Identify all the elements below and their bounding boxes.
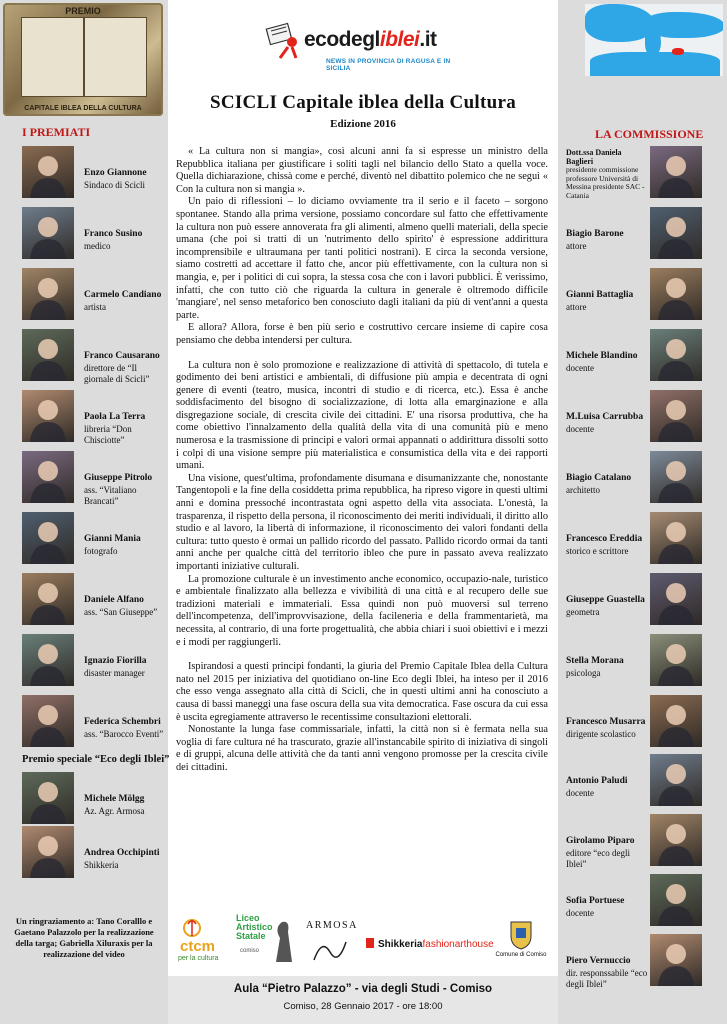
- person-role: Sindaco di Scicli: [84, 180, 145, 190]
- person-name: Gianni Battaglia: [566, 290, 634, 300]
- person-role: direttore de “Il giornale di Scicli”: [84, 363, 150, 384]
- portrait-photo: [650, 207, 702, 259]
- portrait-photo: [22, 695, 74, 747]
- person-entry: [564, 329, 724, 385]
- person-entry: [22, 207, 167, 263]
- portrait-photo: [22, 512, 74, 564]
- person-name: Gianni Mania: [84, 534, 141, 544]
- person-role: ass. “San Giuseppe”: [84, 607, 158, 617]
- portrait-photo: [650, 268, 702, 320]
- eco-degli-iblei-logo[interactable]: [264, 18, 474, 72]
- person-entry: [564, 268, 724, 324]
- acknowledgements: Un ringraziamento a: Tano Coralllo e Gaetano Palazzolo per la realizzazione della targa; Gabriella Xiluraxis per la realizzazione del video: [14, 916, 154, 959]
- plaque-top-text: PREMIO: [65, 6, 101, 16]
- person-name: Piero Vernuccio: [566, 956, 631, 966]
- logo-wordmark: ecodegliblei.it: [304, 28, 437, 51]
- event-venue: Aula “Pietro Palazzo” - via degli Studi - Comiso: [233, 983, 493, 995]
- person-entry: [22, 512, 167, 568]
- person-role: docente: [566, 363, 594, 373]
- person-entry: [22, 451, 167, 507]
- person-entry: [564, 573, 724, 629]
- person-name: Ignazio Fiorilla: [84, 656, 147, 666]
- person-name: Biagio Barone: [566, 229, 624, 239]
- mediterranean-map-image: [585, 4, 723, 76]
- person-entry: [22, 826, 167, 882]
- person-role: presidente commissione professore Università di Messina presidente SAC - Catania: [566, 165, 645, 200]
- portrait-photo: [650, 874, 702, 926]
- person-name: Enzo Giannone: [84, 168, 147, 178]
- shikkeria-mark-icon: [366, 938, 374, 948]
- person-role: geometra: [566, 607, 600, 617]
- portrait-photo: [650, 512, 702, 564]
- person-role: docente: [566, 908, 594, 918]
- person-entry: [22, 146, 167, 202]
- person-role: Shikkeria: [84, 860, 119, 870]
- plaque-bottom-text: CAPITALE IBLEA DELLA CULTURA: [24, 105, 142, 112]
- logo-tagline: NEWS IN PROVINCIA DI RAGUSA E IN SICILIA: [326, 58, 451, 72]
- person-entry: [564, 754, 724, 810]
- person-entry: [564, 207, 724, 263]
- person-name: Dott.ssa Daniela Baglieri: [566, 148, 622, 166]
- person-name: Michele Blandino: [566, 351, 638, 361]
- shikkeria-logo: Shikkeriafashionarthouse: [366, 934, 496, 954]
- person-entry: [564, 934, 724, 990]
- portrait-photo: [650, 754, 702, 806]
- person-entry: [22, 390, 167, 446]
- armosa-emblem-icon: [310, 934, 350, 964]
- person-entry: [22, 329, 167, 385]
- portrait-photo: [650, 814, 702, 866]
- portrait-photo: [22, 329, 74, 381]
- portrait-photo: [22, 390, 74, 442]
- person-name: Girolamo Piparo: [566, 836, 635, 846]
- article-paragraph: Ispirandosi a questi principi fondanti, la giuria del Premio Capitale Iblea della Cultura nato nel 2015 per iniziativa del quotidiano on-line Eco degli Iblei, ha inteso per il 2016 che esso venga assegnato alla città di Scicli, che in questi ultimi anni ha conosciuto a causa di bassi maneggi una fase oscura della sua vita democratica. Fase oscura da cui essa è uscita egregiamente attraverso le recentissime consultazioni elettorali.: [176, 661, 548, 723]
- article-paragraph: Un paio di riflessioni – lo diciamo ovviamente tra il serio e il faceto – sorgono spontanee. Stando alla prima versione, possiamo concordare sul fatto che effettivamente la cultura non può essere annoverata fra gli alimenti, almeno quelli materiali, della specie umana (che poi si tratti di un 'nutrimento dello spirito' è espressione addirittura incomprensibile e ultraumana per tanti politici nostrani). E circa la seconda versione, siamo costretti ad accettare il fatto che, ancor più effettivamente, con la cultura non si mangia, e, per i politici di cui sopra, la stessa cosa che con i lavori pubblici. È verissimo, infatti, che con tutto ciò che riguarda la cultura in generale è oltremodo difficile 'mangiare', nel senso metaforico ben conosciuto dagli italiani da più di vent'anni a questa parte.: [176, 196, 548, 321]
- person-role: attore: [566, 302, 587, 312]
- portrait-photo: [22, 146, 74, 198]
- person-name: Francesco Musarra: [566, 717, 646, 727]
- coat-of-arms-icon: [508, 918, 534, 950]
- person-entry: [564, 451, 724, 507]
- portrait-photo: [22, 451, 74, 503]
- portrait-photo: [650, 934, 702, 986]
- person-role: medico: [84, 241, 111, 251]
- sicily-highlight: [672, 48, 684, 55]
- portrait-photo: [650, 451, 702, 503]
- portrait-photo: [650, 390, 702, 442]
- person-role: dirigente scolastico: [566, 729, 636, 739]
- person-name: Michele Mölgg: [84, 794, 145, 804]
- person-name: Federica Schembri: [84, 717, 161, 727]
- person-role: libreria “Don Chisciotte”: [84, 424, 132, 445]
- person-role: attore: [566, 241, 587, 251]
- article-paragraph: Una visione, quest'ultima, profondamente disumana e disumanizzante che, nonostante Tangentopoli e la fine della cosiddetta prima repubblica, ha ripreso vigore in questi ultimi anni e domina pressoché incontrastata ogni aspetto della vita associata. L'onestà, la trasparenza, il rispetto della persona, il riconoscimento dei meriti individuali, il diritto allo studio e al lavoro, la libertà di informazione, il riconoscimento dei valori fondanti della cultura: tutto questo è ormai un pallido ricordo del passato. Pallido ricordo ormai da tanti anni anche per qualche città del territorio ibleo che pure in passato aveva realizzato importanti iniziative culturali.: [176, 472, 548, 572]
- person-name: Francesco Ereddia: [566, 534, 643, 544]
- commission-heading: LA COMMISSIONE: [595, 127, 704, 141]
- person-entry: [564, 146, 724, 202]
- portrait-photo: [650, 146, 702, 198]
- armosa-logo: ARMOSA: [304, 920, 362, 966]
- article-paragraph: « La cultura non si mangia», così alcuni anni fa si espresse un ministro della Repubblica italiana per giustificare i soliti tagli nel bilancio dello Stato a quella voce. Quella dichiarazione, chissà come e perché, diventò nel dibattito polemico che ne seguì « Con la cultura non si mangia ».: [176, 146, 548, 195]
- person-entry: [22, 695, 167, 751]
- person-entry: [22, 634, 167, 690]
- person-name: Giuseppe Pitrolo: [84, 473, 153, 483]
- person-entry: [564, 390, 724, 446]
- person-entry: [22, 268, 167, 324]
- person-role: disaster manager: [84, 668, 145, 678]
- person-role: architetto: [566, 485, 600, 495]
- portrait-photo: [22, 573, 74, 625]
- person-entry: [564, 814, 724, 870]
- sculpture-icon: [270, 918, 296, 964]
- liceo-artistico-logo: Liceo Artistico Statale comiso: [236, 914, 298, 966]
- person-role: docente: [566, 788, 594, 798]
- person-name: Antonio Paludi: [566, 776, 628, 786]
- plaque-book-illustration: [21, 17, 147, 97]
- person-entry: [564, 634, 724, 690]
- person-role: docente: [566, 424, 594, 434]
- person-name: Stella Morana: [566, 656, 624, 666]
- awarded-heading: I PREMIATI: [22, 125, 91, 139]
- award-plaque-image: [3, 3, 163, 116]
- sponsor-logos: [176, 912, 548, 968]
- portrait-photo: [650, 329, 702, 381]
- person-name: Giuseppe Guastella: [566, 595, 645, 605]
- person-entry: [22, 772, 167, 828]
- person-name: Paola La Terra: [84, 412, 146, 422]
- person-role: psicologa: [566, 668, 601, 678]
- person-name: Sofia Portuese: [566, 896, 625, 906]
- person-role: artista: [84, 302, 106, 312]
- person-role: Az. Agr. Armosa: [84, 806, 145, 816]
- person-name: Franco Causarano: [84, 351, 160, 361]
- special-award-heading: Premio speciale “Eco degli Iblei”: [22, 754, 170, 765]
- event-datetime: Comiso, 28 Gennaio 2017 - ore 18:00: [283, 1001, 443, 1012]
- person-entry: [564, 695, 724, 751]
- person-name: M.Luisa Carrubba: [566, 412, 644, 422]
- article-paragraph: La cultura non è solo promozione e realizzazione di attività di spettacolo, di tutela e godimento dei beni artistici e ambientali, di diffusione più ampia e decentrata di ogni genere di eventi (teatro, musica, incontri di studio e di ricerca, etc.). Essa è anche soddisfacimento del bisogno di socializzazione, di lotta alla emarginazione e alla disgregazione sociale, di crescita civile dei cittadini. E' una risorsa produttiva, che ha come obiettivo l'innalzamento della qualità della vita di una comunità più e meno numerosa e la trasmissione di principi e valori ormai appannati o addirittura dissolti sotto i colpi di una visione sempre più materialistica e consumistica della vita e dei rapporti umani.: [176, 359, 548, 472]
- person-name: Daniele Alfano: [84, 595, 144, 605]
- person-name: Carmelo Candiano: [84, 290, 162, 300]
- person-role: storico e scrittore: [566, 546, 629, 556]
- person-role: ass. “Barocco Eventi”: [84, 729, 164, 739]
- portrait-photo: [22, 207, 74, 259]
- portrait-photo: [650, 634, 702, 686]
- portrait-photo: [22, 268, 74, 320]
- article-body: [176, 146, 548, 775]
- person-name: Andrea Occhipinti: [84, 848, 160, 858]
- person-name: Biagio Catalano: [566, 473, 632, 483]
- person-entry: [22, 573, 167, 629]
- article-paragraph: Nonostante la lunga fase commissariale, infatti, la città non si è fermata nella sua voglia di fare cultura né ha trascurato, grazie all'instancabile spirito di iniziativa di singoli e di gruppi, alcuna delle attività che da tanti anni vengono promosse per la crescita civile dei cittadini.: [176, 724, 548, 773]
- portrait-photo: [650, 573, 702, 625]
- portrait-photo: [650, 695, 702, 747]
- person-role: ass. “Vitaliano Brancati”: [84, 485, 137, 506]
- person-role: fotografo: [84, 546, 118, 556]
- page-title: SCICLI Capitale iblea della Cultura: [209, 92, 517, 113]
- person-name: Franco Susino: [84, 229, 143, 239]
- comune-di-comiso-logo: Comune di Comiso: [494, 918, 548, 968]
- ctcm-logo: ctcm per la cultura: [178, 916, 230, 966]
- person-role: editore “eco degli Iblei”: [566, 848, 630, 869]
- portrait-photo: [22, 826, 74, 878]
- person-entry: [564, 512, 724, 568]
- article-paragraph: La promozione culturale è un investimento anche economico, occupazio-nale, turistico e ambientale finalizzato alla bellezza e vivibilità di una città e al recupero delle sue tradizioni materiali e immateriali. Essa quindi non può muoversi sul terreno dell'incompetenza, dell'improvvisazione, della facileneria e della frammentarietà, ma necessita, al contrario, di una forte progettualità, che abbia chiari i suoi obiettivi e i mezzi e i modi per raggiungerli.: [176, 573, 548, 648]
- person-role: dir. responssabile “eco degli Iblei”: [566, 968, 648, 989]
- newspaper-mascot-icon: [264, 20, 304, 60]
- edition-label: Edizione 2016: [330, 118, 396, 130]
- portrait-photo: [22, 772, 74, 824]
- portrait-photo: [22, 634, 74, 686]
- person-entry: [564, 874, 724, 930]
- article-paragraph: E allora? Allora, forse è ben più serio e costruttivo cercare insieme di capire cosa pensiamo che debba intendersi per cultura.: [176, 322, 548, 346]
